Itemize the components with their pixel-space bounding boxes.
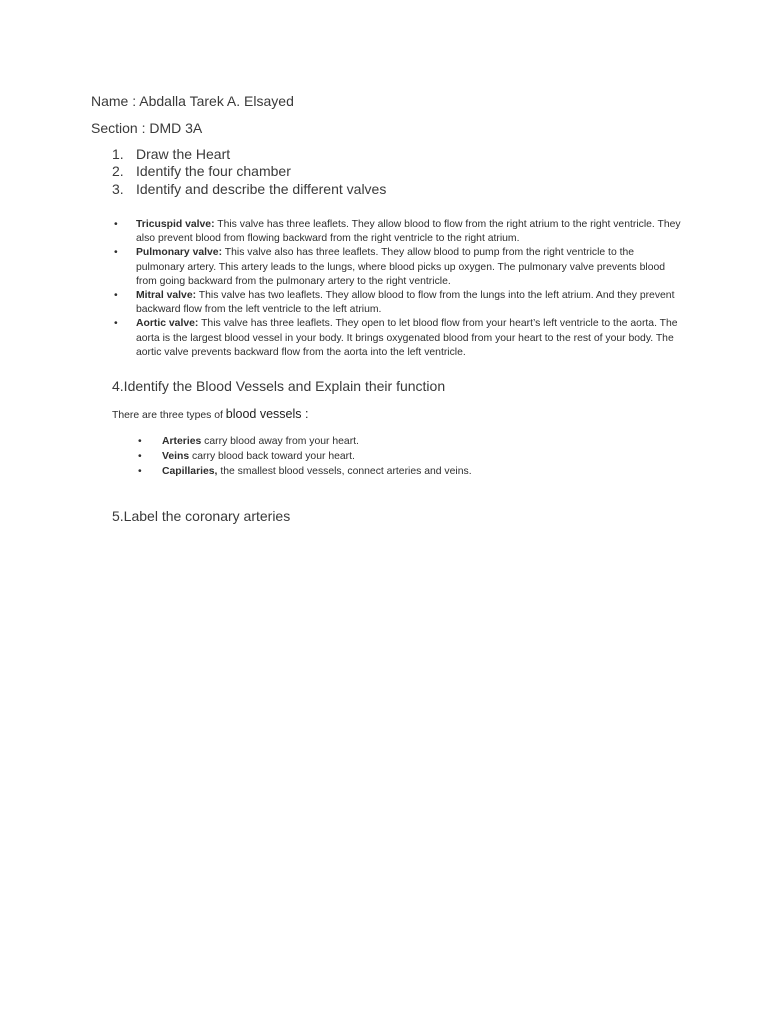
valve-description: This valve has two leaflets. They allow blood to flow from the lungs into the left atrium. And they prevent backward flow from the left ventricle to the left atrium. [136, 290, 675, 316]
bullet-icon: • [114, 219, 118, 230]
valve-item-pulmonary [112, 246, 682, 289]
task-text: Identify the four chamber [136, 163, 291, 180]
bullet-icon: • [114, 318, 118, 330]
vessels-intro-text: There are three types of [112, 410, 226, 421]
valve-description: This valve also has three leaflets. They allow blood to pump from the right ventricle to the pulmonary artery. This artery leads to the lungs, where blood picks up oxygen. The pulmonary valve prevents blood from going backward from the pulmonary artery to the right ventricle. [136, 247, 666, 287]
valve-term: Pulmonary valve: [136, 247, 223, 259]
bullet-icon: • [114, 247, 118, 259]
valve-list [112, 218, 682, 360]
bullet-icon: • [138, 451, 142, 462]
vessel-item-arteries [138, 434, 472, 449]
bullet-icon: • [114, 290, 118, 302]
valve-term: Aortic valve: [136, 318, 199, 330]
vessel-description: the smallest blood vessels, connect arteries and veins. [217, 466, 472, 477]
student-section: Section : DMD 3A [91, 120, 203, 136]
bullet-icon: • [138, 436, 142, 447]
vessel-description: carry blood back toward your heart. [189, 451, 355, 462]
task-item [112, 163, 386, 180]
section-5-heading: 5.Label the coronary arteries [112, 508, 291, 524]
task-number: 2. [112, 163, 124, 180]
section-4-heading: 4.Identify the Blood Vessels and Explain their function [112, 378, 446, 394]
student-name: Name : Abdalla Tarek A. Elsayed [91, 93, 294, 109]
task-text: Draw the Heart [136, 146, 231, 162]
vessel-item-capillaries [138, 464, 472, 479]
task-text: Identify and describe the different valves [136, 180, 387, 197]
vessel-term: Arteries [162, 436, 202, 447]
task-item [112, 146, 386, 163]
valve-item-tricuspid [112, 218, 682, 246]
valve-item-mitral [112, 289, 682, 317]
task-item [112, 181, 386, 198]
valve-description: This valve has three leaflets. They allow blood to flow from the right atrium to the right ventricle. They also prevent blood from flowing backward from the right ventricle to the right atrium. [136, 219, 681, 245]
vessel-description: carry blood away from your heart. [201, 436, 359, 447]
task-list [112, 146, 386, 198]
vessels-intro-accent: blood vessels : [225, 407, 309, 421]
vessels-intro [112, 406, 308, 424]
valve-description: This valve has three leaflets. They open to let blood flow from your heart’s left ventricle to the aorta. The aorta is the largest blood vessel in your body. It brings oxygenated blood from your heart to the rest of your body. The aortic valve prevents backward flow from the aorta into the left ventricle. [136, 318, 678, 358]
vessel-list [138, 434, 472, 479]
valve-term: Tricuspid valve: [136, 219, 215, 230]
valve-term: Mitral valve: [136, 290, 197, 302]
bullet-icon: • [138, 466, 142, 477]
vessel-item-veins [138, 449, 472, 464]
valve-item-aortic [112, 317, 682, 360]
vessel-term: Capillaries, [162, 466, 218, 477]
task-number: 3. [112, 180, 124, 197]
task-number: 1. [112, 146, 124, 162]
vessel-term: Veins [162, 451, 190, 462]
